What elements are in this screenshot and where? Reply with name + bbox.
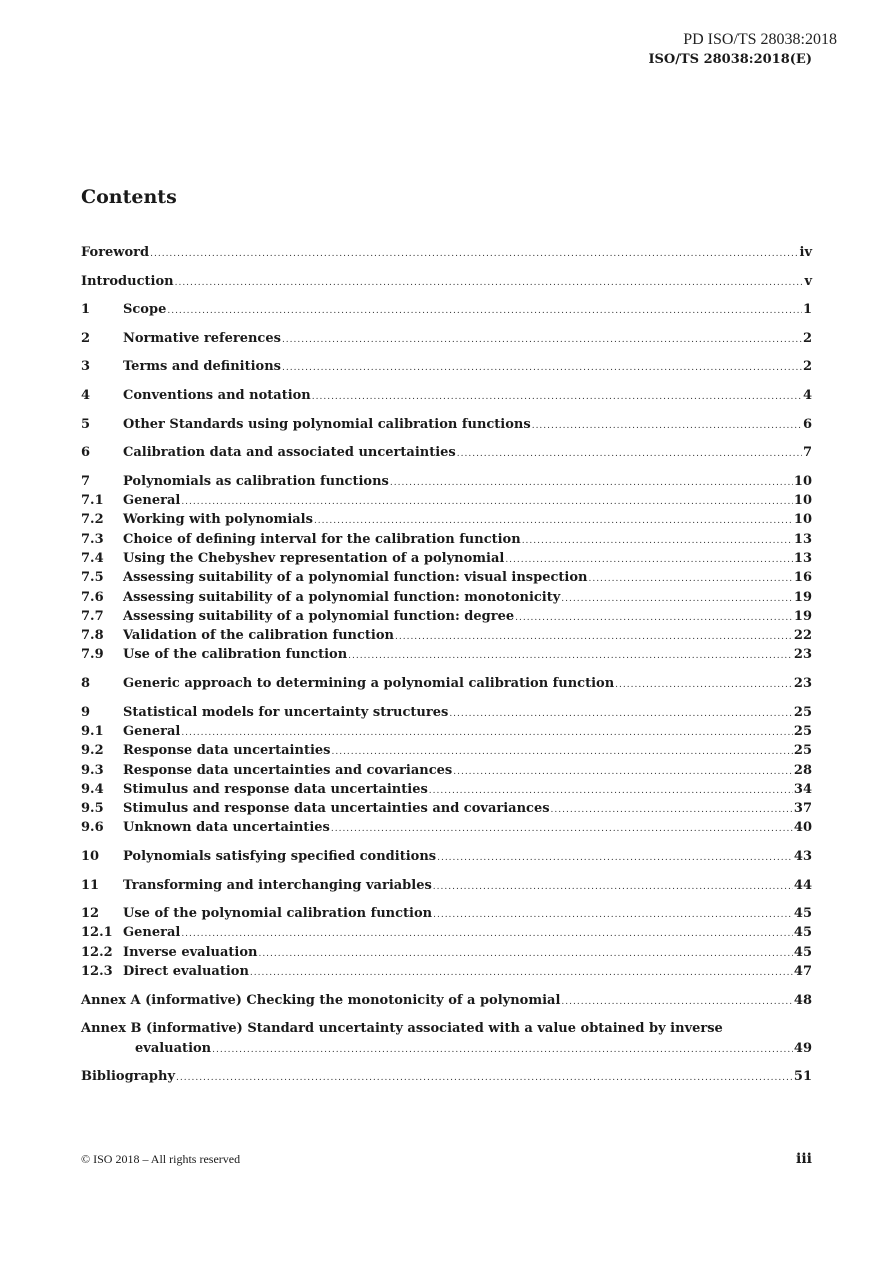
toc-entry-label: Response data uncertainties and covariances — [123, 762, 453, 778]
toc-entry-label: Calibration data and associated uncertainties — [123, 445, 456, 461]
toc-entry-label: Generic approach to determining a polynomial calibration function — [123, 676, 615, 692]
toc-entry-label: Direct evaluation — [123, 964, 249, 980]
toc-leader-dots — [561, 590, 793, 609]
toc-entry-page: v — [804, 273, 812, 289]
toc-entry-page: 25 — [793, 743, 812, 759]
toc-entry[interactable] — [81, 626, 812, 645]
toc-entry-page: 25 — [793, 704, 812, 720]
toc-entry-number: 7.3 — [81, 531, 104, 547]
toc-leader-dots — [532, 417, 802, 436]
toc-entry[interactable] — [81, 530, 812, 549]
toc-entry-label: Stimulus and response data uncertainties and covariances — [123, 801, 550, 817]
toc-entry-number: 11 — [81, 877, 100, 893]
toc-entry-page: 34 — [793, 781, 812, 797]
toc-entry-page: 23 — [793, 647, 812, 663]
toc-leader-dots — [150, 245, 798, 264]
toc-entry-number: 7.1 — [81, 493, 104, 509]
toc-entry-page: 16 — [793, 570, 812, 586]
toc-entry-number: 9.5 — [81, 801, 104, 817]
toc-entry[interactable] — [81, 703, 812, 722]
toc-entry-page: 51 — [793, 1069, 812, 1085]
toc-entry-label: Use of the calibration function — [123, 647, 348, 663]
toc-entry-number: 5 — [81, 416, 91, 432]
toc-entry[interactable] — [81, 357, 812, 376]
toc-entry-number: 8 — [81, 676, 91, 692]
toc-entry[interactable] — [81, 799, 812, 818]
toc-entry-label: Transforming and interchanging variables — [123, 877, 432, 893]
toc-entry-label: Bibliography — [81, 1069, 176, 1085]
toc-entry-page: 6 — [802, 416, 812, 432]
toc-entry-label: Assessing suitability of a polynomial function: degree — [123, 608, 515, 624]
toc-entry[interactable] — [81, 904, 812, 923]
toc-entry[interactable] — [81, 588, 812, 607]
toc-entry-number: 7.2 — [81, 512, 104, 528]
toc-entry[interactable] — [81, 549, 812, 568]
toc-entry-label: Assessing suitability of a polynomial function: monotonicity — [123, 589, 561, 605]
toc-entry-number: 3 — [81, 359, 91, 375]
toc-entry-label: Assessing suitability of a polynomial function: visual inspection — [123, 570, 588, 586]
toc-entry-label: Working with polynomials — [123, 512, 313, 528]
toc-entry-label: Other Standards using polynomial calibration functions — [123, 416, 531, 432]
toc-entry-label: General — [123, 493, 181, 509]
toc-entry-label: General — [123, 723, 181, 739]
toc-entry-label: Polynomials as calibration functions — [123, 473, 389, 489]
toc-entry-label: Stimulus and response data uncertainties — [123, 781, 428, 797]
toc-entry-label-continued: evaluation — [135, 1040, 212, 1056]
toc-leader-dots — [437, 849, 793, 868]
header-standard-id: ISO/TS 28038:2018(E) — [648, 52, 812, 67]
toc-entry-page: 7 — [802, 445, 812, 461]
toc-entry-label: Use of the polynomial calibration function — [123, 906, 433, 922]
toc-entry[interactable] — [81, 472, 812, 491]
toc-leader-dots — [250, 964, 793, 983]
toc-entry-number: 12.1 — [81, 925, 113, 941]
toc-leader-dots — [312, 388, 802, 407]
toc-entry-page: 4 — [802, 387, 812, 403]
toc-leader-dots — [515, 609, 793, 628]
toc-leader-dots — [390, 474, 793, 493]
toc-entry-page: 48 — [793, 992, 812, 1008]
toc-entry-label: Introduction — [81, 273, 174, 289]
toc-entry[interactable] — [81, 607, 812, 626]
toc-entry-label: Conventions and notation — [123, 387, 311, 403]
toc-entry[interactable] — [81, 876, 812, 895]
toc-leader-dots — [395, 628, 793, 647]
toc-entry-page: 45 — [793, 925, 812, 941]
toc-entry-label: Using the Chebyshev representation of a polynomial — [123, 550, 505, 566]
toc-leader-dots — [331, 820, 793, 839]
toc-entry-annex-b[interactable] — [81, 1019, 812, 1058]
toc-entry[interactable] — [81, 491, 812, 510]
toc-leader-dots — [551, 801, 793, 820]
toc-entry-page: 49 — [793, 1040, 812, 1056]
toc-entry-number: 7 — [81, 473, 91, 489]
toc-leader-dots — [282, 331, 802, 350]
toc-entry-label: Polynomials satisfying specified conditions — [123, 848, 437, 864]
toc-entry[interactable] — [81, 386, 812, 405]
toc-entry-label: Terms and definitions — [123, 359, 281, 375]
toc-entry-page: 19 — [793, 608, 812, 624]
toc-entry-page: iv — [799, 245, 812, 260]
toc-entry[interactable] — [81, 415, 812, 434]
toc-entry-label: Inverse evaluation — [123, 944, 258, 960]
toc-entry-number: 9.6 — [81, 820, 104, 836]
toc-entry-page: 43 — [793, 848, 812, 864]
toc-entry[interactable] — [81, 272, 812, 291]
toc-leader-dots — [433, 906, 793, 925]
toc-leader-dots — [615, 676, 793, 695]
toc-entry[interactable] — [81, 674, 812, 693]
toc-entry-number: 7.4 — [81, 550, 104, 566]
toc-entry-page: 2 — [802, 330, 812, 346]
toc-entry[interactable] — [81, 962, 812, 981]
toc-entry-number: 12.3 — [81, 964, 113, 980]
toc-entry-number: 9.4 — [81, 781, 104, 797]
toc-entry-page: 28 — [793, 762, 812, 778]
toc-entry-page: 10 — [793, 493, 812, 509]
toc-entry-label: Response data uncertainties — [123, 743, 331, 759]
toc-leader-dots — [588, 570, 792, 589]
toc-entry-page: 37 — [793, 801, 812, 817]
toc-entry-page: 19 — [793, 589, 812, 605]
toc-leader-dots — [348, 647, 793, 666]
toc-leader-dots — [212, 1041, 793, 1060]
toc-entry-page: 10 — [793, 512, 812, 528]
page-title: Contents — [81, 186, 177, 208]
toc-entry-page: 1 — [802, 302, 812, 318]
toc-leader-dots — [175, 274, 804, 293]
toc-leader-dots — [282, 359, 802, 378]
toc-entry-number: 4 — [81, 387, 91, 403]
toc-entry-number: 7.6 — [81, 589, 104, 605]
toc-entry-number: 7.7 — [81, 608, 104, 624]
footer-page-number: iii — [796, 1151, 812, 1167]
toc-entry-number: 9 — [81, 704, 91, 720]
toc-leader-dots — [167, 302, 802, 321]
toc-entry-label: Choice of defining interval for the calibration function — [123, 531, 521, 547]
toc-entry-number: 9.3 — [81, 762, 104, 778]
table-of-contents — [81, 243, 812, 1086]
toc-entry-number: 12.2 — [81, 944, 113, 960]
toc-entry[interactable] — [81, 818, 812, 837]
toc-entry-label: Scope — [123, 302, 167, 318]
toc-entry-page: 22 — [793, 628, 812, 644]
toc-entry[interactable] — [81, 923, 812, 942]
toc-leader-dots — [258, 945, 792, 964]
toc-entry-number: 10 — [81, 848, 100, 864]
toc-entry[interactable] — [81, 243, 812, 262]
toc-entry-number: 6 — [81, 445, 91, 461]
toc-entry[interactable] — [81, 847, 812, 866]
toc-entry-label: Annex B (informative) Standard uncertainty associated with a value obtained by inverse — [81, 1021, 723, 1037]
toc-entry[interactable] — [81, 991, 812, 1010]
toc-entry[interactable] — [81, 722, 812, 741]
header-document-id: PD ISO/TS 28038:2018 — [683, 31, 837, 48]
toc-leader-dots — [453, 763, 793, 782]
toc-entry-label: Validation of the calibration function — [123, 628, 394, 644]
toc-entry-page: 44 — [793, 877, 812, 893]
toc-entry[interactable] — [81, 761, 812, 780]
footer-copyright: © ISO 2018 – All rights reserved — [81, 1152, 241, 1166]
toc-entry-number: 7.9 — [81, 647, 104, 663]
toc-entry-label: Unknown data uncertainties — [123, 820, 330, 836]
toc-entry-page: 40 — [793, 820, 812, 836]
toc-entry-number: 2 — [81, 330, 91, 346]
toc-entry-page: 13 — [793, 550, 812, 566]
toc-entry-number: 9.2 — [81, 743, 104, 759]
toc-entry-page: 23 — [793, 676, 812, 692]
toc-entry-label: Statistical models for uncertainty structures — [123, 704, 449, 720]
toc-entries — [81, 243, 812, 1010]
toc-entry-number: 7.8 — [81, 628, 104, 644]
toc-entry-page: 47 — [793, 964, 812, 980]
toc-entry-label: General — [123, 925, 181, 941]
toc-entry-page: 10 — [793, 473, 812, 489]
toc-entry-label: Normative references — [123, 330, 281, 346]
toc-entry-continuation — [81, 1039, 812, 1058]
toc-entry-number: 9.1 — [81, 723, 104, 739]
toc-entry[interactable] — [81, 645, 812, 664]
toc-entry-page: 45 — [793, 944, 812, 960]
toc-entry[interactable] — [81, 741, 812, 760]
toc-entry-number: 7.5 — [81, 570, 104, 586]
toc-leader-dots — [522, 532, 793, 551]
toc-leader-dots — [449, 705, 793, 724]
toc-leader-dots — [433, 878, 793, 897]
toc-entry[interactable] — [81, 510, 812, 529]
toc-entry-page: 2 — [802, 359, 812, 375]
toc-leader-dots — [457, 445, 802, 464]
toc-leader-dots — [176, 1069, 793, 1088]
toc-leader-dots — [181, 925, 793, 944]
toc-entry[interactable] — [81, 300, 812, 319]
toc-entry-page: 45 — [793, 906, 812, 922]
toc-entry-page: 13 — [793, 531, 812, 547]
toc-entry-label: Annex A (informative) Checking the monotonicity of a polynomial — [81, 992, 561, 1008]
toc-entry-number: 1 — [81, 302, 91, 318]
toc-entry[interactable] — [81, 443, 812, 462]
toc-entry[interactable] — [81, 329, 812, 348]
toc-entry-label: Foreword — [81, 245, 150, 260]
toc-entry[interactable] — [81, 943, 812, 962]
toc-entry[interactable] — [81, 568, 812, 587]
toc-leader-dots — [561, 993, 793, 1012]
toc-entry-bibliography[interactable] — [81, 1067, 812, 1086]
toc-entry-page: 25 — [793, 723, 812, 739]
toc-entry-number: 12 — [81, 906, 100, 922]
toc-entry[interactable] — [81, 780, 812, 799]
